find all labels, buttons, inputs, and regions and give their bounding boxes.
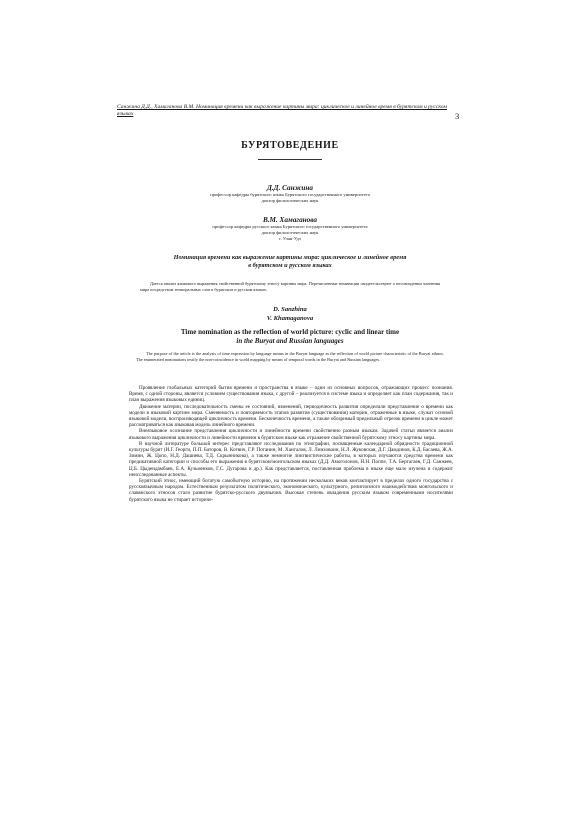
- author-name: В.М. Хамаганова: [262, 216, 318, 224]
- section-title: БУРЯТОВЕДЕНИЕ: [241, 140, 339, 151]
- body-paragraph: Проявление глобальных категорий бытия времени и пространства в языке – один из основных вопросов, отражающих процесс познания. Время, с одной стороны, является условием существования языка, с другой – реализуется в системе языка и определяет как план содержания, так и план выражения языковых единиц.: [129, 385, 453, 404]
- page-number: 3: [455, 111, 460, 121]
- title-ru-line: Номинация времени как выражение картины мира: циклическое и линейное время: [173, 254, 407, 261]
- abstract-ru: Дается анализ языкового выражения свойственной бурятскому этносу картины мира. Перечисленные номинации свидетельствуют о несовпадении членения мира посредством темпоральных слов в бурятском и русском языках.: [140, 281, 440, 292]
- title-ru-line: в бурятском и русском языках: [248, 262, 332, 269]
- author-name: Д.Д. Санжина: [266, 184, 314, 192]
- author-en-2: V. Khamaganova: [266, 315, 314, 322]
- title-en-line: Time nomination as the reflection of world picture: cyclic and linear time: [180, 328, 400, 336]
- title-en-line: in the Buryat and Russian languages: [236, 337, 344, 345]
- author-en-1: D. Sanzhina: [273, 306, 307, 313]
- running-header: Санжина Д.Д., Хамаганова В.М. Номинация времени как выражение картины мира: циклическое и линейное время в бурятском и русском языках: [117, 104, 447, 117]
- section-divider: [258, 159, 322, 160]
- author-block-1: [0, 184, 580, 204]
- author-block-2: [0, 216, 580, 242]
- author-degree: доктор филологических наук: [261, 198, 319, 203]
- author-affiliation: профессор кафедры бурятского языка Бурятского государственного университета: [210, 192, 370, 197]
- author-city: г. Улан-Удэ: [279, 236, 301, 241]
- article-title-en: [0, 328, 580, 346]
- body-paragraph: Внеязыковое осознание представления цикличности и линейности времени свойственно разным языкам. Задачей статьи является анализ языкового выражения цикличности и линейности времени в бурятском языке как отражение свойственной бурятскому этносу картины мира.: [129, 428, 453, 441]
- abstract-en: The purpose of the article is the analysis of time expression by language means in the Buryat language as the reflection of world picture characteristic of the Buryat ethnos. The enumerated nominations testify the non-coincidence in world mapping by means of temporal words in the Buryat and Russian languages.: [136, 351, 444, 362]
- body-paragraph: Бурятский этнос, имеющий богатую самобытную историю, на протяжении нескольких веков контактирует в пределах одного государства с русскоязычным народом. Естественным результатом политического, экономического, культурного, религиозного взаимодействия монгольского и славянского этносов стало развитие бурятско-русского двуязычия. Высокая степень овладения русским языком современными носителями бурятского языка не стирает историче-: [129, 478, 453, 503]
- body-paragraph: Движение материи, последовательность смены ее состояний, изменений, периодичность развития определили представление о времени как модели в языковой картине мира. Сменяемость и повторяемость этапов развития (существования) материи, отраженные в языке, служат основой языковой модели, воспроизводящей цикличность времени. Бесконечность времени, а также обозримый предельный отрезок времени в цикле может рассматриваться как языковая модель линейного времени.: [129, 403, 453, 429]
- author-affiliation: профессор кафедры русского языка Бурятского государственного университета: [212, 224, 368, 229]
- body-paragraph: В научной литературе большой интерес представляют исследования по этнографии, посвященные календарной обрядности традиционной культуры бурят (И.Г. Георги, П.П. Баторов, В. Котвич, Г.Р. Потанин, М. Хангалов, Л. Линховоин, Н.Л. Жуковская, Д.Г. Дамдинов, К.Д. Басаева, Ж.А. Зимин, Ж. Цопо, Н.Д. Дашиева, Т.Д. Скрынникова), а также немногие лингвистические работы, в которых изучаются средства времени как предикативной категории и способы его выражения в бурятском/монгольском языках (Д.Д. Амоголонов, Н.Н. Поппе, Т.А. Бертагаев, Г.Д. Санжеев, Ц.Б. Цыдендамбаев, Е.А. Кузьменков, Г.С. Дугарова и др.). Как представляется, поставленная проблема в языке еще мало изучена и содержит неисследованные аспекты.: [129, 440, 453, 478]
- article-title-ru: [0, 254, 580, 270]
- author-degree: доктор филологических наук: [261, 230, 319, 235]
- article-body: [129, 385, 453, 503]
